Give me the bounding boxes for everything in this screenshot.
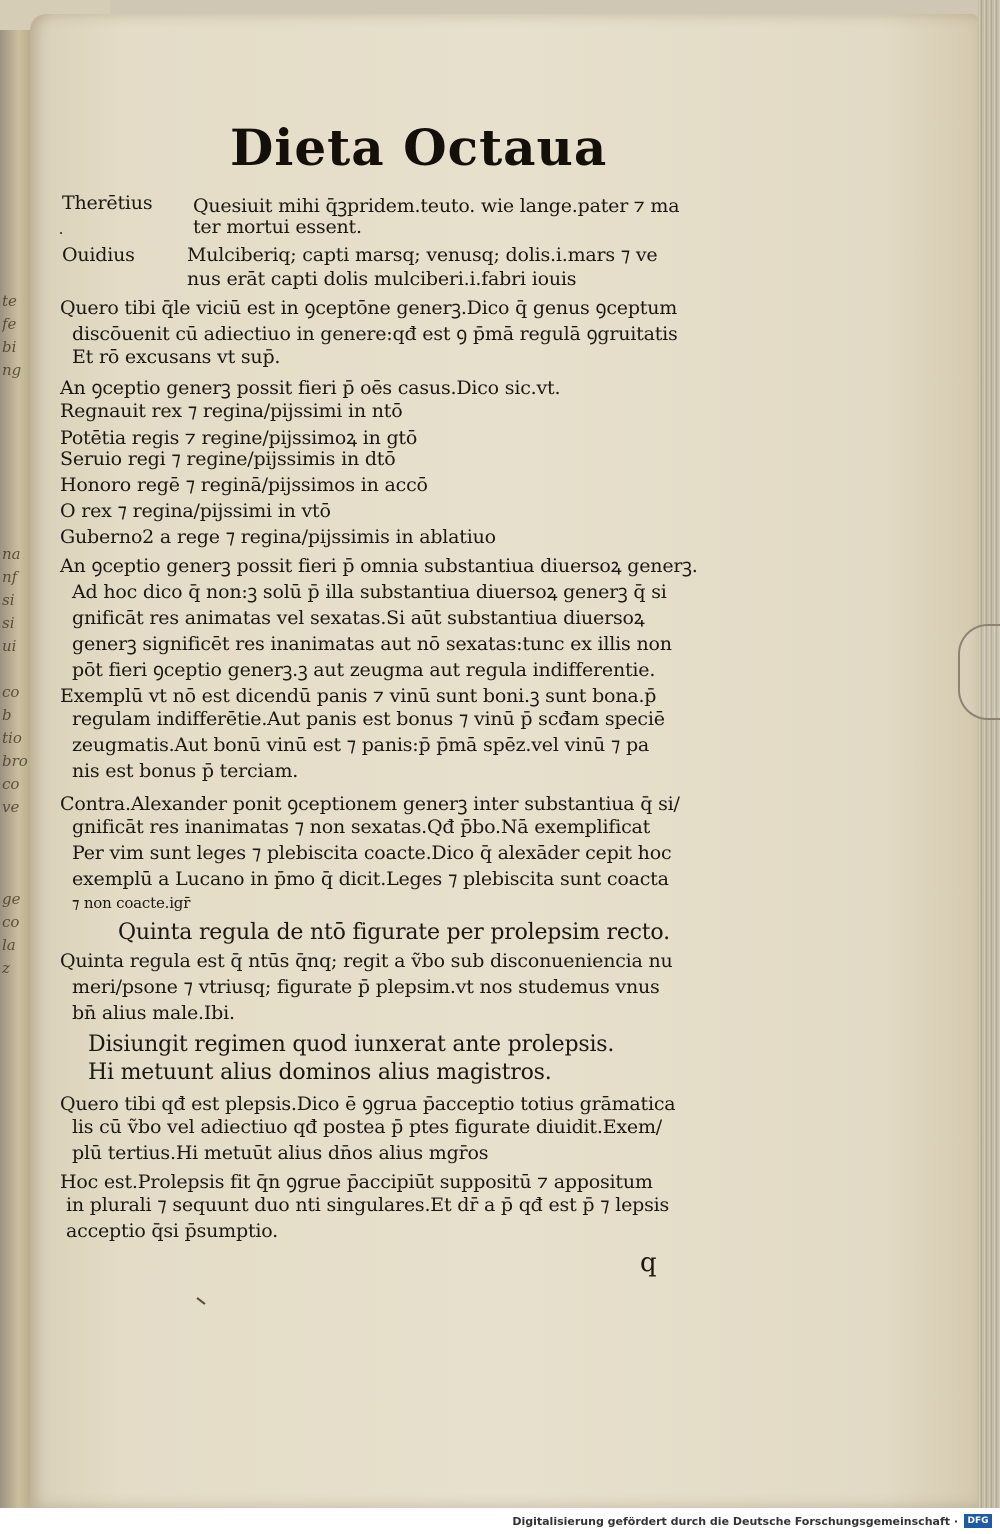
text-line: Quesiuit mihi q̄ꝫpridem.teuto. wie lange.pater ⁊ ma <box>193 195 680 217</box>
left-page-edge <box>0 30 34 1508</box>
text-line: Regnauit rex ⁊ regina/pijssimi in ntō <box>60 400 403 422</box>
speaker-label: Ouidius <box>62 244 135 266</box>
section-heading: Quinta regula de ntō figurate per prolepsim recto. <box>118 920 670 945</box>
footer <box>0 1508 1000 1534</box>
text-line: Contra.Alexander ponit ꝯceptionem generꝫ inter substantiua q̄ si/ <box>60 793 680 815</box>
text-line: nis est bonus p̄ terciam. <box>72 760 299 782</box>
text-line: Seruio regi ⁊ regine/pijssimis in dtō <box>60 448 396 470</box>
text-line: regulam indifferētie.Aut panis est bonus ⁊ vinū p̄ scđam speciē <box>72 708 665 730</box>
text-line: Per vim sunt leges ⁊ plebiscita coacte.Dico q̄ alexāder cepit hoc <box>72 842 672 864</box>
right-page-edges <box>978 0 1000 1508</box>
text-line: nus erāt capti dolis mulciberi.i.fabri iouis <box>187 268 577 290</box>
signature-mark: q <box>640 1248 657 1278</box>
text-line: Mulciberiq; capti marsq; venusq; dolis.i.mars ⁊ ve <box>187 244 658 266</box>
clasp-mark <box>958 624 1000 720</box>
text-line: Ad hoc dico q̄ non:ꝫ solū p̄ illa substantiua diuersoꝝ generꝫ q̄ si <box>72 581 667 603</box>
text-line: Guberno2 a rege ⁊ regina/pijssimis in ablatiuo <box>60 526 496 548</box>
text-line: An ꝯceptio generꝫ possit fieri p̄ oēs casus.Dico sic.vt. <box>60 377 561 399</box>
text-line: Honoro regē ⁊ reginā/pijssimos in accō <box>60 474 428 496</box>
text-line: zeugmatis.Aut bonū vinū est ⁊ panis:p̄ p̄mā spēz.vel vinū ⁊ pa <box>72 734 650 756</box>
text-line: Hoc est.Prolepsis fit q̄n ꝯgrue p̄accipiūt suppositū ⁊ appositum <box>60 1171 653 1193</box>
text-line: generꝫ significēt res inanimatas aut nō sexatas:tunc ex illis non <box>72 633 672 655</box>
text-line: Quinta regula est q̄ ntūs q̄nq; regit a ṽbo sub disconueniencia nu <box>60 950 673 972</box>
text-line: exemplū a Lucano in p̄mo q̄ dicit.Leges ⁊ plebiscita sunt coacta <box>72 868 669 890</box>
verse-line: Hi metuunt alius dominos alius magistros. <box>88 1060 552 1085</box>
text-line: in plurali ⁊ sequunt duo nti singulares.Et dr̄ a p̄ qđ est p̄ ⁊ lepsis <box>66 1194 670 1216</box>
text-line: Potētia regis ⁊ regine/pijssimoꝝ in gtō <box>60 427 418 449</box>
text-line: lis cū ṽbo vel adiectiuo qđ postea p̄ ptes figurate diuidit.Exem/ <box>72 1116 662 1138</box>
text-line: gnificāt res inanimatas ⁊ non sexatas.Qđ p̄bo.Nā exemplificat <box>72 816 651 838</box>
speaker-label: Therētius <box>62 192 153 214</box>
text-line: plū tertius.Hi metuūt alius dn̄os alius mgr̄os <box>72 1142 489 1164</box>
page-title: Dieta Octaua <box>230 118 608 177</box>
text-line: discōuenit cū adiectiuo in genere:qđ est ꝯ p̄mā regulā ꝯgruitatis <box>72 323 678 345</box>
text-line: Exemplū vt nō est dicendū panis ⁊ vinū sunt boni.ꝫ sunt bona.p̄ <box>60 685 657 707</box>
text-line: meri/psone ⁊ vtriusq; figurate p̄ plepsim.vt nos studemus vnus <box>72 976 660 998</box>
left-page-text-fragments: te fe bi ng na nf si si ui co b tio bro co ve ge co la z <box>2 292 28 977</box>
ink-speck <box>60 232 62 234</box>
text-line: ⁊ non coacte.igr̄ <box>72 894 191 912</box>
text-line: gnificāt res animatas vel sexatas.Si aūt substantiua diuersoꝝ <box>72 607 645 629</box>
verse-line: Disiungit regimen quod iunxerat ante prolepsis. <box>88 1032 615 1057</box>
text-line: pōt fieri ꝯceptio generꝫ.ꝫ aut zeugma aut regula indifferentie. <box>72 659 656 681</box>
text-line: An ꝯceptio generꝫ possit fieri p̄ omnia substantiua diuersoꝝ generꝫ. <box>60 555 698 577</box>
text-line: acceptio q̄si p̄sumptio. <box>66 1220 279 1242</box>
text-line: ter mortui essent. <box>193 216 362 238</box>
text-line: Quero tibi qđ est plepsis.Dico ē ꝯgrua p̄acceptio totius grāmatica <box>60 1093 676 1115</box>
text-line: O rex ⁊ regina/pijssimi in vtō <box>60 500 331 522</box>
text-line: Et rō excusans vt sup̄. <box>72 346 281 368</box>
text-line: Quero tibi q̄le viciū est in ꝯceptōne generꝫ.Dico q̄ genus ꝯceptum <box>60 297 678 319</box>
dfg-logo: DFG <box>964 1514 992 1528</box>
funding-note: Digitalisierung gefördert durch die Deutsche Forschungsgemeinschaft · <box>512 1515 958 1528</box>
text-line: bn̄ alius male.Ibi. <box>72 1002 235 1024</box>
